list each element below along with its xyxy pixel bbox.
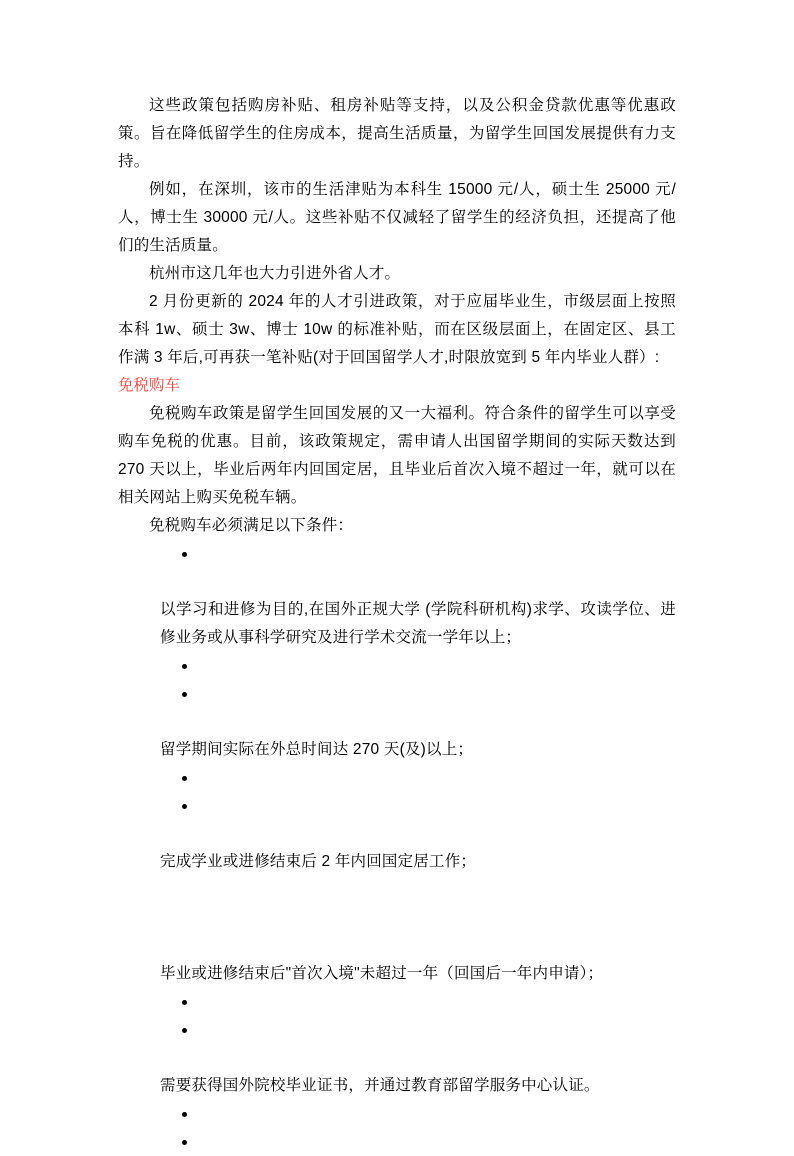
list-item: 需要获得国外院校毕业证书，并通过教育部留学服务中心认证。 <box>160 1077 600 1094</box>
blank-line <box>118 1044 676 1072</box>
blank-line <box>118 568 676 596</box>
paragraph-2024-policy: 2 月份更新的 2024 年的人才引进政策，对于应届毕业生，市级层面上按照本科 1w、硕士 3w、博士 10w 的标准补贴，而在区级层面上，在固定区、县工作满 3 年后,可再获一笔补贴(对于回国留学人才,时限放宽到 5 年内毕业人群）: <box>118 293 676 366</box>
paragraph-conditions-lead: 免税购车必须满足以下条件： <box>149 517 354 534</box>
section-heading-tax-free-car: 免税购车 <box>118 377 181 394</box>
paragraph-hangzhou-talent: 杭州市这几年也大力引进外省人才。 <box>149 265 401 282</box>
list-bullet-marker <box>118 1016 676 1044</box>
list-bullet-marker <box>118 1128 676 1156</box>
paragraph-tax-free-car-intro: 免税购车政策是留学生回国发展的又一大福利。符合条件的留学生可以享受购车免税的优惠。目前，该政策规定，需申请人出国留学期间的实际天数达到 270 天以上，毕业后两年内回国定居，且毕业后首次入境不超过一年，就可以在相关网站上购买免税车辆。 <box>118 405 676 506</box>
conditions-list <box>118 540 676 1156</box>
list-item: 留学期间实际在外总时间达 270 天(及)以上； <box>160 741 474 758</box>
list-bullet-marker <box>118 680 676 708</box>
blank-line <box>118 708 676 736</box>
list-bullet-marker <box>118 792 676 820</box>
paragraph-housing-policies: 这些政策包括购房补贴、租房补贴等支持，以及公积金贷款优惠等优惠政策。旨在降低留学生的住房成本，提高生活质量，为留学生回国发展提供有力支持。 <box>118 97 676 170</box>
paragraph-shenzhen-subsidy: 例如，在深圳，该市的生活津贴为本科生 15000 元/人，硕士生 25000 元/人，博士生 30000 元/人。这些补贴不仅减轻了留学生的经济负担，还提高了他们的生活质量。 <box>118 181 676 254</box>
list-bullet-marker <box>118 764 676 792</box>
blank-line <box>118 904 676 932</box>
blank-line <box>118 820 676 848</box>
blank-line <box>118 932 676 960</box>
list-bullet-marker <box>118 1100 676 1128</box>
blank-line <box>118 876 676 904</box>
list-item: 完成学业或进修结束后 2 年内回国定居工作； <box>160 853 477 870</box>
list-bullet-marker <box>118 652 676 680</box>
list-bullet-marker <box>118 540 676 568</box>
list-item: 毕业或进修结束后"首次入境"未超过一年（回国后一年内申请）； <box>160 965 604 982</box>
list-item: 以学习和进修为目的,在国外正规大学 (学院科研机构)求学、攻读学位、进修业务或从事科学研究及进行学术交流一学年以上； <box>160 601 676 646</box>
list-bullet-marker <box>118 988 676 1016</box>
